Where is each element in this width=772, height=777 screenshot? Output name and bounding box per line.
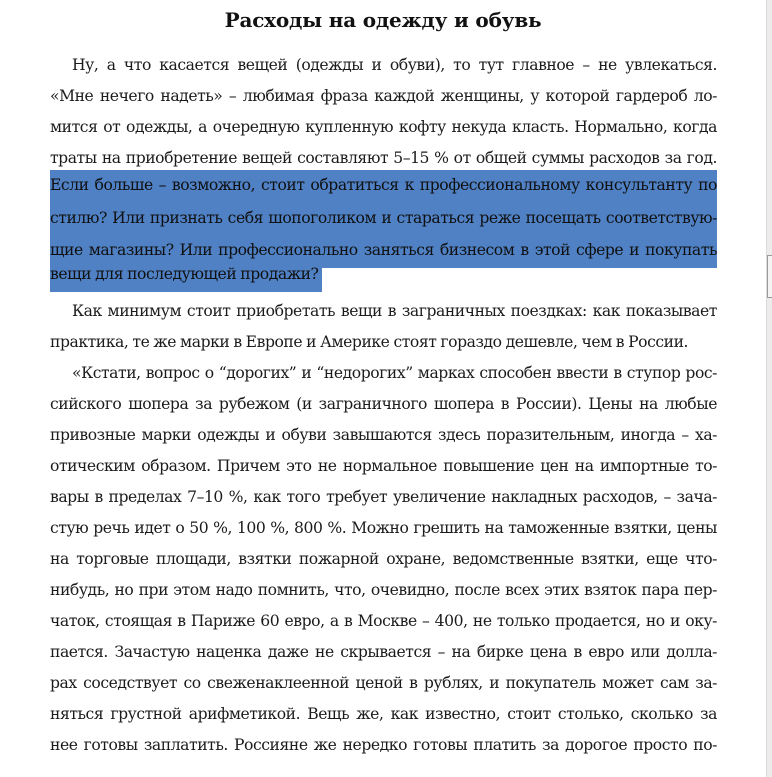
selected-text-line[interactable]: щие магазины? Или профессионально заняться бизнесом в этой сфере и покупать [50, 235, 717, 268]
selected-text-line[interactable]: стилю? Или признать себя шопоголиком и стараться реже посещать соответствую- [50, 203, 717, 236]
paragraph-line: нибудь, но при этом надо помнить, что, очевидно, после всех этих взяток пара пер- [50, 581, 717, 599]
paragraph-line: «Кстати, вопрос о “дорогих” и “недорогих” марках способен ввести в ступор рос- [72, 364, 717, 382]
paragraph-line: нее готовы заплатить. Россияне же нередко готовы платить за дорогое просто по- [50, 736, 717, 754]
paragraph-line: рах соседствует со свеженаклеенной ценой в рублях, и покупатель может сам за- [50, 674, 717, 692]
selected-text-line[interactable]: Если больше – возможно, стоит обратиться к профессиональному консультанту по [50, 170, 717, 203]
paragraph-line: пается. Зачастую наценка даже не скрывается – на бирке цена в евро или долла- [50, 643, 717, 661]
paragraph-line: няться грустной арифметикой. Вещь же, как известно, стоит столько, сколько за [50, 705, 717, 723]
paragraph-line: стую речь идет о 50 %, 100 %, 800 %. Можно грешить на таможенные взятки, цены [50, 519, 717, 537]
paragraph-line: Ну, а что касается вещей (одежды и обуви), то тут главное – не увлекаться. [72, 56, 717, 74]
paragraph-line: сийского шопера за рубежом (и заграничного шопера в России). Цены на любые [50, 395, 717, 413]
paragraph-line: чаток, стоящая в Париже 60 евро, а в Москве – 400, не только продается, но и оку- [50, 612, 717, 630]
scrollbar-thumb[interactable] [767, 255, 772, 298]
paragraph-line: траты на приобретение вещей составляют 5–15 % от общей суммы расходов за год. [50, 149, 717, 167]
paragraph-line: вары в пределах 7–10 %, как того требует увеличение накладных расходов, – зача- [50, 488, 717, 506]
paragraph-line: мится от одежды, а очередную купленную кофту некуда класть. Нормально, когда [50, 118, 717, 136]
vertical-scrollbar[interactable] [766, 0, 772, 777]
paragraph-line: «Мне нечего надеть» – любимая фраза каждой женщины, у которой гардероб ло- [50, 87, 717, 105]
paragraph-line: на торговые площади, взятки пожарной охране, ведомственные взятки, еще что- [50, 550, 717, 568]
selected-text-line[interactable]: вещи для последующей продажи? [50, 259, 322, 292]
paragraph-line: Как минимум стоит приобретать вещи в заграничных поездках: как показывает [72, 302, 717, 320]
paragraph-line: привозные марки одежды и обуви завышаются здесь поразительным, иногда – ха- [50, 426, 717, 444]
document-title: Расходы на одежду и обувь [224, 8, 542, 32]
paragraph-line: отическим образом. Причем это не нормальное повышение цен на импортные то- [50, 457, 717, 475]
paragraph-line: практика, те же марки в Европе и Америке стоят гораздо дешевле, чем в России. [50, 333, 689, 351]
